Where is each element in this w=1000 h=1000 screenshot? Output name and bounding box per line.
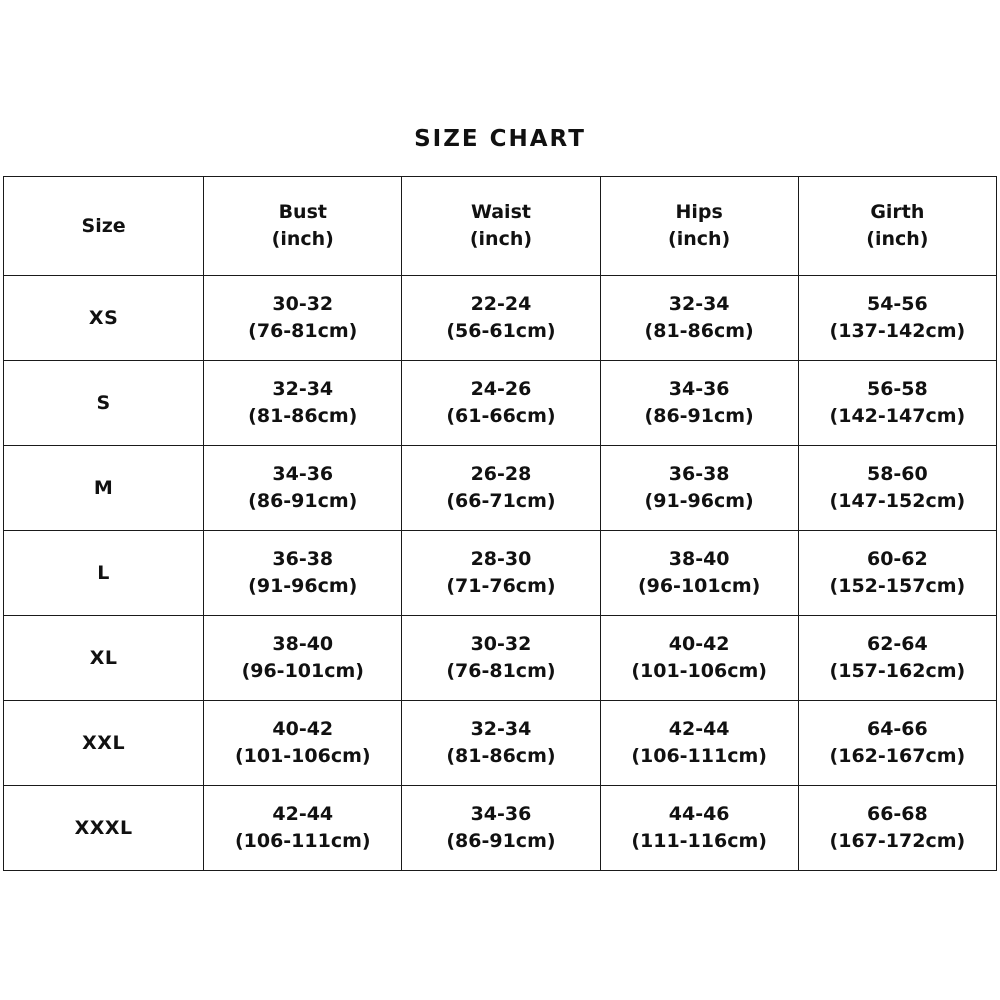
- cell-waist: [402, 361, 600, 446]
- column-header-size: [4, 177, 204, 276]
- hips-cm: (111-116cm): [631, 830, 767, 852]
- waist-inch: 24-26: [470, 378, 532, 401]
- cell-size: [4, 276, 204, 361]
- waist-inch: 22-24: [470, 293, 532, 316]
- size-label: M: [93, 476, 114, 499]
- table-row: [4, 616, 997, 701]
- column-header-girth: [798, 177, 996, 276]
- cell-bust: [204, 361, 402, 446]
- column-header-size-label: Size: [81, 214, 126, 237]
- girth-cm: (162-167cm): [829, 745, 966, 767]
- waist-inch: 34-36: [470, 803, 532, 826]
- bust-inch: 38-40: [272, 633, 334, 656]
- size-chart-table: [3, 176, 997, 871]
- cell-girth: [798, 701, 996, 786]
- size-label: XL: [89, 646, 118, 669]
- girth-inch: 62-64: [866, 633, 928, 656]
- column-header-hips: [600, 177, 798, 276]
- column-header-girth-label: Girth: [870, 201, 925, 224]
- bust-inch: 30-32: [272, 293, 334, 316]
- cell-bust: [204, 531, 402, 616]
- cell-hips: [600, 701, 798, 786]
- hips-cm: (91-96cm): [644, 490, 754, 512]
- cell-waist: [402, 701, 600, 786]
- waist-inch: 32-34: [470, 718, 532, 741]
- girth-inch: 56-58: [866, 378, 928, 401]
- hips-inch: 40-42: [668, 633, 730, 656]
- size-label: XXXL: [74, 816, 133, 839]
- hips-inch: 34-36: [668, 378, 730, 401]
- bust-cm: (101-106cm): [234, 745, 371, 767]
- hips-cm: (86-91cm): [644, 405, 754, 427]
- cell-girth: [798, 446, 996, 531]
- cell-hips: [600, 616, 798, 701]
- cell-girth: [798, 531, 996, 616]
- girth-inch: 66-68: [866, 803, 928, 826]
- cell-girth: [798, 276, 996, 361]
- hips-cm: (96-101cm): [637, 575, 761, 597]
- waist-cm: (66-71cm): [446, 490, 556, 512]
- girth-inch: 58-60: [866, 463, 928, 486]
- girth-cm: (137-142cm): [829, 320, 966, 342]
- hips-inch: 38-40: [668, 548, 730, 571]
- cell-size: [4, 446, 204, 531]
- size-label: XXL: [82, 731, 126, 754]
- cell-bust: [204, 786, 402, 871]
- waist-cm: (71-76cm): [446, 575, 556, 597]
- cell-hips: [600, 361, 798, 446]
- cell-waist: [402, 446, 600, 531]
- table-row: [4, 276, 997, 361]
- cell-size: [4, 531, 204, 616]
- size-chart-table-wrapper: [3, 176, 997, 871]
- girth-cm: (167-172cm): [829, 830, 966, 852]
- cell-size: [4, 701, 204, 786]
- girth-cm: (157-162cm): [829, 660, 966, 682]
- cell-hips: [600, 786, 798, 871]
- cell-size: [4, 616, 204, 701]
- cell-bust: [204, 276, 402, 361]
- bust-cm: (86-91cm): [248, 490, 358, 512]
- cell-hips: [600, 276, 798, 361]
- hips-cm: (81-86cm): [644, 320, 754, 342]
- cell-hips: [600, 446, 798, 531]
- column-header-hips-label: Hips: [675, 201, 723, 224]
- hips-inch: 36-38: [668, 463, 730, 486]
- size-label: XS: [88, 306, 119, 329]
- column-header-hips-unit: (inch): [668, 228, 731, 250]
- cell-girth: [798, 786, 996, 871]
- hips-cm: (101-106cm): [631, 660, 767, 682]
- column-header-girth-unit: (inch): [866, 228, 929, 250]
- bust-inch: 42-44: [272, 803, 334, 826]
- column-header-waist-unit: (inch): [469, 228, 533, 250]
- waist-cm: (56-61cm): [446, 320, 556, 342]
- page-title: SIZE CHART: [414, 126, 586, 152]
- bust-cm: (106-111cm): [234, 830, 371, 852]
- cell-hips: [600, 531, 798, 616]
- cell-bust: [204, 701, 402, 786]
- cell-girth: [798, 616, 996, 701]
- cell-waist: [402, 531, 600, 616]
- table-header-row: [4, 177, 997, 276]
- cell-waist: [402, 786, 600, 871]
- bust-inch: 34-36: [272, 463, 334, 486]
- waist-inch: 26-28: [470, 463, 532, 486]
- bust-cm: (81-86cm): [248, 405, 358, 427]
- waist-cm: (76-81cm): [446, 660, 556, 682]
- hips-inch: 44-46: [668, 803, 730, 826]
- column-header-bust-unit: (inch): [271, 228, 334, 250]
- bust-cm: (96-101cm): [241, 660, 364, 682]
- cell-waist: [402, 276, 600, 361]
- girth-inch: 60-62: [866, 548, 928, 571]
- table-body: [4, 276, 997, 871]
- cell-girth: [798, 361, 996, 446]
- table-header: [4, 177, 997, 276]
- hips-inch: 42-44: [668, 718, 730, 741]
- girth-cm: (152-157cm): [829, 575, 966, 597]
- girth-cm: (147-152cm): [829, 490, 966, 512]
- column-header-waist-label: Waist: [470, 201, 531, 224]
- table-row: [4, 701, 997, 786]
- size-label: L: [97, 561, 110, 584]
- girth-inch: 54-56: [866, 293, 928, 316]
- hips-inch: 32-34: [668, 293, 730, 316]
- waist-inch: 28-30: [470, 548, 532, 571]
- cell-bust: [204, 446, 402, 531]
- table-row: [4, 786, 997, 871]
- table-row: [4, 531, 997, 616]
- bust-inch: 40-42: [272, 718, 334, 741]
- bust-inch: 36-38: [272, 548, 334, 571]
- column-header-bust: [204, 177, 402, 276]
- waist-cm: (61-66cm): [446, 405, 556, 427]
- bust-cm: (76-81cm): [248, 320, 358, 342]
- hips-cm: (106-111cm): [631, 745, 767, 767]
- cell-size: [4, 786, 204, 871]
- column-header-waist: [402, 177, 600, 276]
- cell-waist: [402, 616, 600, 701]
- bust-cm: (91-96cm): [248, 575, 358, 597]
- cell-bust: [204, 616, 402, 701]
- girth-inch: 64-66: [866, 718, 928, 741]
- waist-cm: (86-91cm): [446, 830, 556, 852]
- table-row: [4, 446, 997, 531]
- waist-inch: 30-32: [470, 633, 532, 656]
- table-row: [4, 361, 997, 446]
- girth-cm: (142-147cm): [829, 405, 966, 427]
- bust-inch: 32-34: [272, 378, 334, 401]
- cell-size: [4, 361, 204, 446]
- waist-cm: (81-86cm): [446, 745, 556, 767]
- size-label: S: [96, 391, 111, 414]
- column-header-bust-label: Bust: [278, 201, 327, 224]
